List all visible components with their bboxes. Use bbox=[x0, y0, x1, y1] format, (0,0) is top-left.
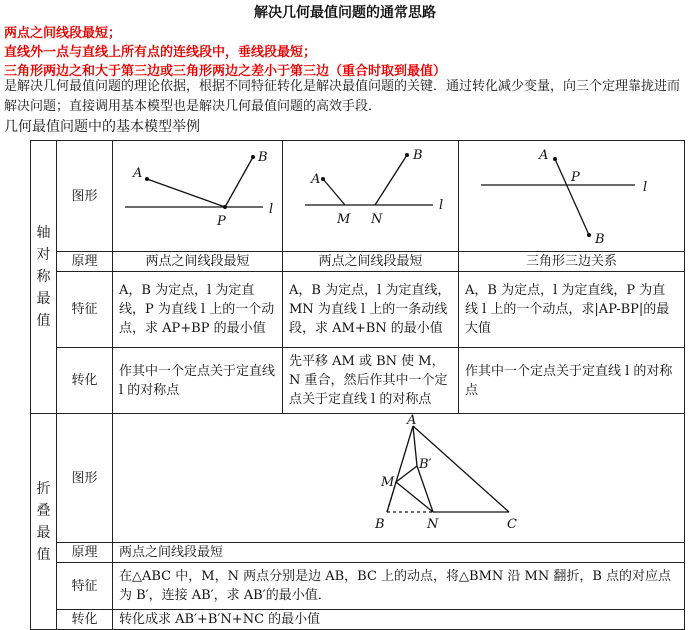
axial-transform-label: 转化 bbox=[57, 348, 113, 414]
label-N: N bbox=[371, 212, 383, 227]
principle-1: 两点之间线段最短 bbox=[113, 252, 283, 272]
label-B: B bbox=[375, 517, 385, 532]
label-P: P bbox=[571, 170, 580, 185]
figure-axial-3 bbox=[459, 141, 685, 252]
axial-side-label: 轴对称最值 bbox=[31, 141, 57, 414]
fold-figure-label: 图形 bbox=[57, 414, 113, 543]
axial-figure-label: 图形 bbox=[57, 141, 113, 252]
figure-fold bbox=[113, 414, 685, 543]
principle-2: 两点之间线段最短 bbox=[283, 252, 459, 272]
label-N: N bbox=[427, 517, 439, 532]
label-l: l bbox=[439, 198, 444, 213]
fold-transform-label: 转化 bbox=[57, 610, 113, 630]
axial-feature-label: 特征 bbox=[57, 272, 113, 348]
label-A: A bbox=[311, 172, 321, 187]
feature-2: A，B 为定点，l 为定直线，MN 为直线 l 上的一条动线段，求 AM+BN 的最小值 bbox=[283, 272, 459, 348]
label-C: C bbox=[507, 517, 517, 532]
fold-feature: 在△ABC 中，M，N 两点分别是边 AB，BC 上的动点，将△BMN 沿 MN 翻折，B 点的对应点为 B′，连接 AB′，求 AB′的最小值． bbox=[113, 563, 685, 610]
label-A: A bbox=[407, 414, 417, 428]
label-B: B bbox=[258, 150, 268, 165]
key-point-2: 直线外一点与直线上所有点的连线段中，垂线段最短； bbox=[4, 45, 317, 60]
fold-principle: 两点之间线段最短 bbox=[113, 543, 685, 563]
axial-principle-label: 原理 bbox=[57, 252, 113, 272]
page-title: 解决几何最值问题的通常思路 bbox=[254, 5, 436, 21]
figure-axial-1 bbox=[113, 141, 283, 252]
transform-1: 作其中一个定点关于定直线 l 的对称点 bbox=[113, 348, 283, 414]
transform-3: 作其中一个定点关于定直线 l 的对称点 bbox=[459, 348, 685, 414]
feature-1: A，B 为定点，l 为定直线，P 为直线 l 上的一个动点，求 AP+BP 的最小值 bbox=[113, 272, 283, 348]
feature-3: A，B 为定点，l 为定直线，P 为直线 l 上的一个动点，求|AP-BP|的最大值 bbox=[459, 272, 685, 348]
label-l: l bbox=[269, 202, 274, 217]
fold-side-label: 折叠最值 bbox=[31, 414, 57, 630]
fold-principle-label: 原理 bbox=[57, 543, 113, 563]
label-B: B bbox=[595, 232, 605, 245]
label-P: P bbox=[217, 214, 226, 229]
fold-feature-label: 特征 bbox=[57, 563, 113, 610]
transform-2: 先平移 AM 或 BN 使 M，N 重合，然后作其中一个定点关于定直线 l 的对称点 bbox=[283, 348, 459, 414]
label-M: M bbox=[337, 212, 351, 227]
label-B-prime: B′ bbox=[419, 457, 432, 472]
figure-axial-2 bbox=[283, 141, 459, 252]
principle-3: 三角形三边关系 bbox=[459, 252, 685, 272]
table-caption: 几何最值问题中的基本模型举例 bbox=[4, 119, 200, 135]
label-A: A bbox=[133, 166, 143, 181]
intro-paragraph: 是解决几何最值问题的理论依据，根据不同特征转化是解决最值问题的关键．通过转化减少变量，向三个定理靠拢进而解决问题；直接调用基本模型也是解决几何最值问题的高效手段． bbox=[4, 79, 681, 114]
fold-transform: 转化成求 AB′+B′N+NC 的最小值 bbox=[113, 610, 685, 630]
key-point-3: 三角形两边之和大于第三边或三角形两边之差小于第三边（重合时取到最值） bbox=[4, 64, 447, 79]
label-M: M bbox=[381, 475, 395, 490]
label-A: A bbox=[539, 148, 549, 163]
label-B: B bbox=[413, 148, 423, 163]
model-table bbox=[30, 140, 685, 630]
label-l: l bbox=[643, 180, 648, 195]
key-point-1: 两点之间线段最短； bbox=[4, 26, 122, 41]
